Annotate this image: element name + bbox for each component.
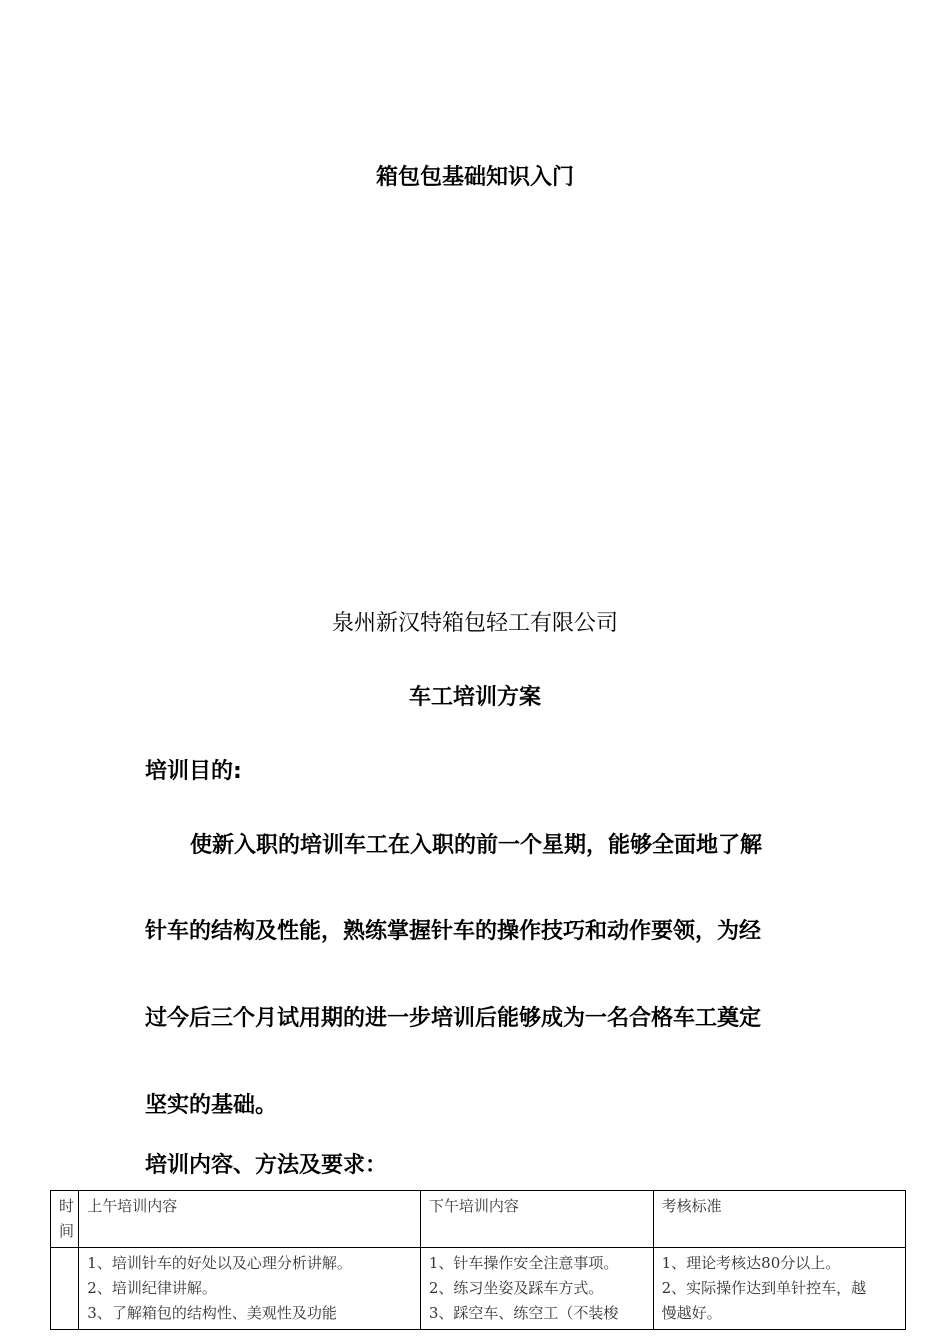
table-header-row <box>51 1191 906 1248</box>
training-schedule-table <box>50 1190 906 1330</box>
company-name: 泉州新汉特箱包轻工有限公司 <box>331 611 618 636</box>
cell-time <box>51 1248 79 1330</box>
content-heading: 培训内容、方法及要求： <box>145 1153 388 1178</box>
header-morning-content: 上午培训内容 <box>79 1191 421 1248</box>
purpose-heading: 培训目的: <box>145 759 242 784</box>
header-time: 时 间 <box>51 1191 79 1248</box>
purpose-paragraph-line: 使新入职的培训车工在入职的前一个星期，能够全面地了解 <box>190 833 763 858</box>
purpose-paragraph-line: 过今后三个月试用期的进一步培训后能够成为一名合格车工奠定 <box>145 1006 762 1031</box>
purpose-paragraph-line: 针车的结构及性能，熟练掌握针车的操作技巧和动作要领，为经 <box>145 919 762 944</box>
document-title: 箱包包基础知识入门 <box>375 165 574 190</box>
header-assessment-standard: 考核标准 <box>653 1191 905 1248</box>
plan-title: 车工培训方案 <box>408 685 541 710</box>
cell-morning-content: 1、培训针车的好处以及心理分析讲解。 2、培训纪律讲解。 3、了解箱包的结构性、美观性及功能 <box>79 1248 421 1330</box>
purpose-paragraph-line: 坚实的基础。 <box>145 1093 278 1118</box>
header-afternoon-content: 下午培训内容 <box>420 1191 653 1248</box>
table-row <box>51 1248 906 1330</box>
cell-assessment-standard: 1、理论考核达80分以上。 2、实际操作达到单针控车，越 慢越好。 <box>653 1248 905 1330</box>
cell-afternoon-content: 1、针车操作安全注意事项。 2、练习坐姿及踩车方式。 3、踩空车、练空工（不装梭 <box>420 1248 653 1330</box>
